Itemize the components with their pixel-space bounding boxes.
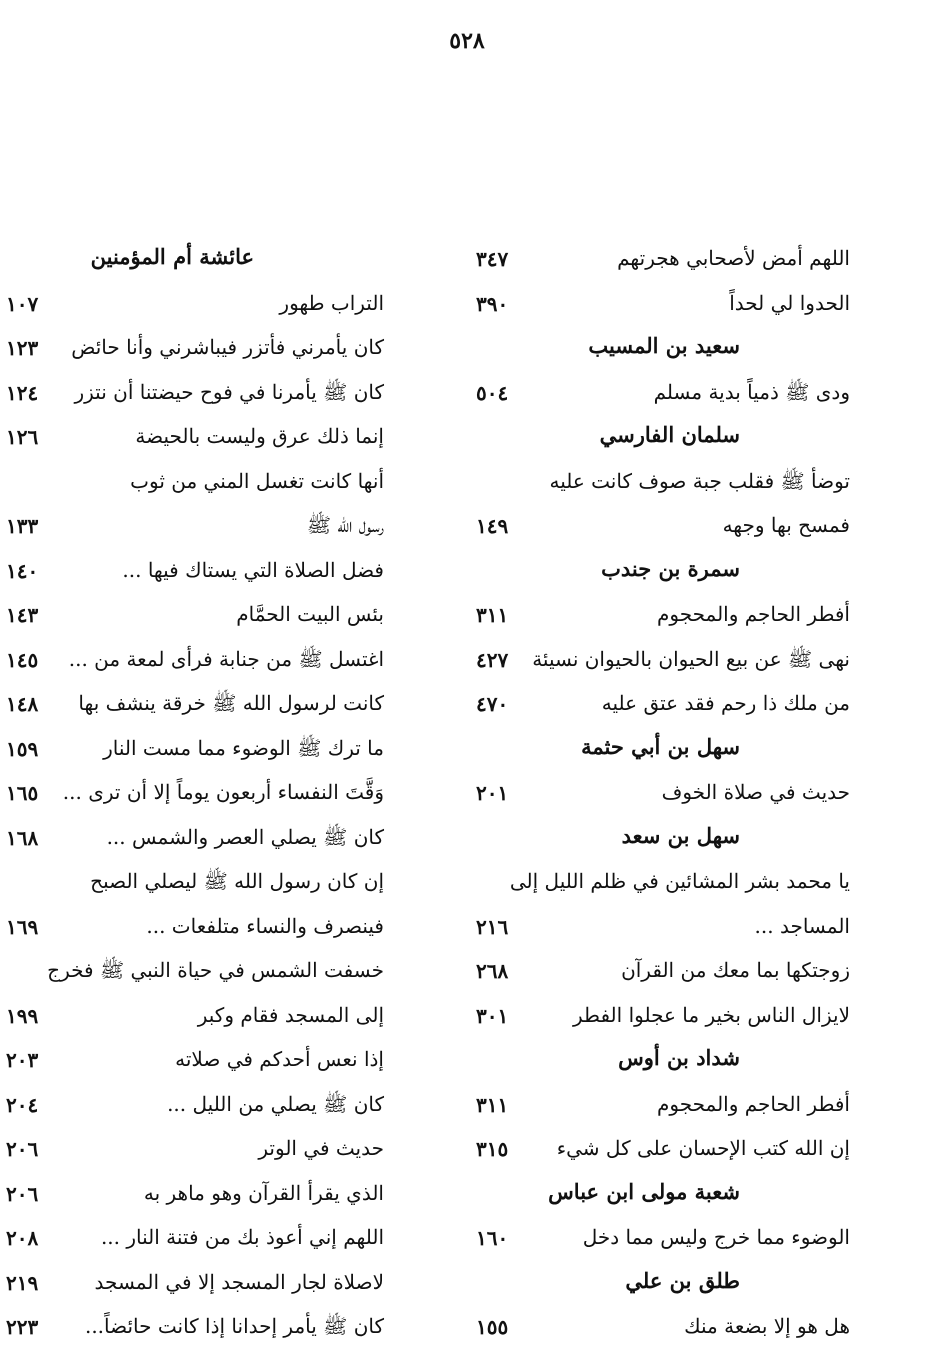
page-reference: ١٤٨ — [6, 692, 39, 716]
left-column — [6, 240, 384, 1353]
narrator-heading-row — [470, 819, 850, 864]
page-reference: ٢٠٤ — [6, 1092, 39, 1117]
narrator-heading-row — [6, 240, 384, 285]
hadith-text: الوضوء مما خرج وليس مما دخل — [582, 1225, 850, 1249]
narrator-heading: سلمان الفارسي — [599, 422, 740, 447]
hadith-text: كان ﷺ يصلي العصر والشمس ... — [106, 824, 384, 849]
hadith-text: كان ﷺ يأمرنا في فوح حيضتنا أن نتزر — [74, 379, 384, 404]
narrator-heading: شداد بن أوس — [618, 1045, 740, 1070]
hadith-text: إن كان رسول الله ﷺ ليصلي الصبح — [90, 869, 384, 893]
page-reference: ٤٧٠ — [476, 692, 509, 716]
hadith-text: ما ترك ﷺ الوضوء مما مست النار — [103, 735, 384, 760]
page-reference: ٣١٥ — [476, 1137, 509, 1161]
hadith-text: اللهم إني أعوذ بك من فتنة النار ... — [100, 1225, 384, 1249]
index-entry — [470, 1308, 850, 1353]
hadith-text: إلى المسجد فقام وكبر — [197, 1002, 384, 1027]
index-entry — [6, 1086, 384, 1131]
page-reference: ١٤٣ — [6, 603, 39, 627]
hadith-text: من ملك ذا رحم فقد عتق عليه — [601, 691, 850, 715]
hadith-text: كان ﷺ يأمر إحدانا إذا كانت حائضاً... — [84, 1314, 384, 1338]
narrator-heading-row — [470, 730, 850, 775]
narrator-heading-row — [470, 418, 850, 463]
page-reference: ٢٠٨ — [6, 1226, 39, 1250]
index-entry — [470, 374, 850, 419]
page-reference: ١٩٩ — [6, 1003, 39, 1028]
narrator-heading-row — [470, 552, 850, 597]
page-reference: ١٠٧ — [6, 291, 39, 316]
page-reference: ٣٤٧ — [476, 247, 509, 271]
index-entry — [6, 463, 384, 508]
narrator-heading: طلق بن علي — [625, 1267, 740, 1293]
index-entry — [6, 997, 384, 1042]
index-entry — [470, 463, 850, 508]
index-entry — [470, 952, 850, 997]
hadith-text: لاصلاة لجار المسجد إلا في المسجد — [94, 1269, 384, 1294]
page-reference: ٥٠٤ — [476, 380, 509, 405]
index-entry — [6, 285, 384, 330]
hadith-text: هل هو إلا بضعة منك — [684, 1314, 850, 1338]
index-entry — [6, 329, 384, 374]
index-entry — [6, 863, 384, 908]
index-entry — [6, 685, 384, 730]
narrator-heading: سعيد بن المسيب — [588, 333, 740, 358]
page-reference: ٣٠١ — [476, 1003, 509, 1028]
narrator-heading-row — [470, 1264, 850, 1309]
index-entry — [470, 285, 850, 330]
hadith-text: توضأ ﷺ فقلب جبة صوف كانت عليه — [549, 468, 850, 493]
hadith-text: كان ﷺ يصلي من الليل ... — [167, 1091, 384, 1116]
hadith-text: بئس البيت الحمَّام — [236, 602, 384, 626]
hadith-text: فضل الصلاة التي يستاك فيها ... — [122, 557, 384, 582]
index-entry — [470, 641, 850, 686]
page-reference: ١٦٥ — [6, 781, 39, 805]
index-entry — [6, 1130, 384, 1175]
hadith-text: المساجد ... — [754, 913, 850, 938]
page-reference: ٤٢٧ — [476, 647, 509, 672]
index-entry — [470, 774, 850, 819]
narrator-heading: سهل بن أبي حثمة — [581, 733, 740, 759]
page-reference: ٢٠٦ — [6, 1137, 39, 1161]
page-reference: ٢١٩ — [6, 1270, 39, 1295]
index-entry — [470, 1219, 850, 1264]
index-entry — [6, 774, 384, 819]
page-reference: ١٦٩ — [6, 914, 39, 939]
narrator-heading: سمرة بن جندب — [601, 555, 740, 581]
page-number: ٥٢٨ — [449, 28, 485, 54]
hadith-text: أنها كانت تغسل المني من ثوب — [130, 468, 384, 493]
hadith-text: الحدوا لي لحداً — [729, 290, 850, 315]
page-reference: ١٤٠ — [6, 558, 39, 583]
index-entry — [470, 507, 850, 552]
index-entry — [6, 952, 384, 997]
hadith-text: اللهم أمض لأصحابي هجرتهم — [617, 246, 850, 270]
hadith-text: الذي يقرأ القرآن وهو ماهر به — [143, 1180, 384, 1205]
hadith-text: ودى ﷺ ذمياً بدية مسلم — [653, 379, 850, 404]
page-reference: ٢٠٦ — [6, 1181, 39, 1206]
page-reference: ٢١٦ — [476, 914, 509, 939]
narrator-heading-row — [470, 1041, 850, 1086]
page-reference: ٣١١ — [476, 1092, 509, 1117]
narrator-heading-row — [470, 329, 850, 374]
hadith-text: إذا نعس أحدكم في صلاته — [175, 1047, 384, 1071]
index-entry — [6, 1175, 384, 1220]
index-entry — [6, 819, 384, 864]
page-reference: ١٣٣ — [6, 514, 39, 538]
index-entry — [470, 997, 850, 1042]
hadith-text: نهى ﷺ عن بيع الحيوان بالحيوان نسيئة — [532, 646, 850, 671]
hadith-text: لايزال الناس بخير ما عجلوا الفطر — [573, 1002, 850, 1027]
index-entry — [470, 1130, 850, 1175]
index-entry — [6, 374, 384, 419]
page-reference: ١٢٦ — [6, 425, 39, 449]
hadith-text: أفطر الحاجم والمحجوم — [656, 1091, 850, 1116]
index-entry — [6, 1219, 384, 1264]
index-entry — [6, 1308, 384, 1353]
hadith-text: يا محمد بشر المشائين في ظلم الليل إلى — [509, 869, 850, 893]
right-column — [470, 240, 850, 1353]
index-entry — [6, 418, 384, 463]
index-entry — [470, 240, 850, 285]
narrator-heading: سهل بن سعد — [621, 822, 740, 848]
page-reference: ١٥٩ — [6, 736, 39, 761]
index-entry — [6, 552, 384, 597]
hadith-text: وَقَّتَ النفساء أربعون يوماً إلا أن ترى ... — [62, 780, 384, 804]
index-entry — [6, 730, 384, 775]
hadith-text: أفطر الحاجم والمحجوم — [656, 602, 850, 626]
page-reference: ١٥٥ — [476, 1315, 509, 1339]
page-reference: ٢٠١ — [476, 781, 509, 805]
index-entry — [6, 596, 384, 641]
hadith-text: إن الله كتب الإحسان على كل شيء — [556, 1136, 850, 1160]
hadith-text: التراب طهور — [279, 290, 384, 315]
narrator-heading: عائشة أم المؤمنين — [90, 244, 254, 269]
index-entry — [470, 1086, 850, 1131]
hadith-text: حديث في صلاة الخوف — [661, 780, 850, 804]
hadith-text: إنما ذلك عرق وليست بالحيضة — [135, 424, 384, 448]
hadith-text: خسفت الشمس في حياة النبي ﷺ فخرج — [47, 958, 384, 982]
page-reference: ١٤٩ — [476, 514, 509, 538]
page-reference: ٣٩٠ — [476, 291, 509, 316]
narrator-heading-row — [470, 1175, 850, 1220]
index-entry — [6, 1264, 384, 1309]
page-reference: ٢٢٣ — [6, 1315, 39, 1339]
index-entry — [470, 908, 850, 953]
hadith-text: فينصرف والنساء متلفعات ... — [146, 913, 384, 938]
page-reference: ٢٦٨ — [476, 959, 509, 983]
index-entry — [6, 1041, 384, 1086]
index-entry — [6, 908, 384, 953]
narrator-heading: شعبة مولى ابن عباس — [548, 1178, 740, 1204]
page-reference: ١٦٠ — [476, 1226, 509, 1250]
page-reference: ٢٠٣ — [6, 1048, 39, 1072]
page-reference: ١٦٨ — [6, 825, 39, 850]
index-entry — [470, 596, 850, 641]
index-entry — [6, 507, 384, 552]
index-entry — [470, 863, 850, 908]
hadith-text: كان يأمرني فأتزر فيباشرني وأنا حائض — [71, 335, 384, 359]
hadith-text: اغتسل ﷺ من جنابة فرأى لمعة من ... — [68, 646, 384, 671]
hadith-text: فمسح بها وجهه — [722, 513, 850, 537]
hadith-text: حديث في الوتر — [258, 1136, 384, 1160]
hadith-text: كانت لرسول الله ﷺ خرقة ينشف بها — [78, 691, 384, 715]
index-entry — [6, 641, 384, 686]
hadith-text: رسول الله ﷺ — [306, 513, 384, 537]
index-entry — [470, 685, 850, 730]
page-reference: ١٤٥ — [6, 647, 39, 672]
page-reference: ٣١١ — [476, 603, 509, 627]
hadith-text: زوجتكها بما معك من القرآن — [621, 958, 850, 982]
page-reference: ١٢٤ — [6, 380, 39, 405]
page-reference: ١٢٣ — [6, 336, 39, 360]
